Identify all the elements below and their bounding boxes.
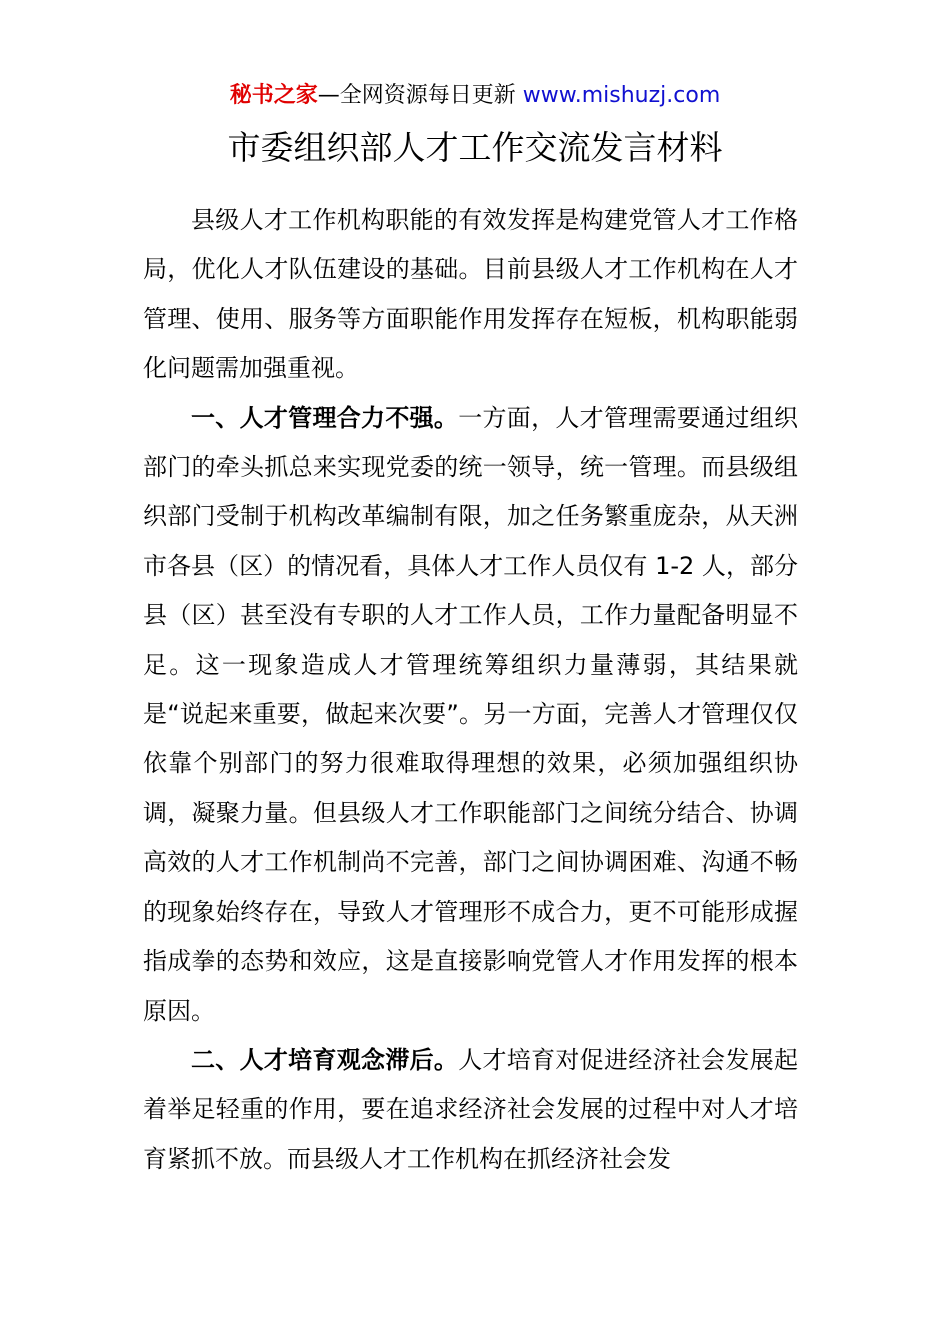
- paragraph-intro: [143, 196, 798, 394]
- paragraph-text: 县级人才工作机构职能的有效发挥是构建党管人才工作格局，优化人才队伍建设的基础。目前县级人才工作机构在人才管理、使用、服务等方面职能作用发挥存在短板，机构职能弱化问题需加强重视。: [143, 206, 798, 383]
- paragraph-heading: 一、人才管理合力不强。: [191, 403, 459, 432]
- paragraph-section-1: [143, 394, 798, 1036]
- paragraph-section-2: [143, 1036, 798, 1184]
- site-header: [0, 80, 950, 112]
- header-tagline: —全网资源每日更新: [317, 83, 516, 108]
- paragraph-text: 人才培育对促进经济社会发展起着举足轻重的作用，要在追求经济社会发展的过程中对人才培育紧抓不放。而县级人才工作机构在抓经济社会发: [143, 1045, 799, 1173]
- site-url-link[interactable]: www.mishuzj.com: [522, 83, 721, 108]
- document-title: 市委组织部人才工作交流发言材料: [227, 128, 723, 167]
- document-body: [143, 196, 798, 1184]
- paragraph-text: 一方面，人才管理需要通过组织部门的牵头抓总来实现党委的统一领导，统一管理。而县级组织部门受制于机构改革编制有限，加之任务繁重庞杂，从天洲市各县（区）的情况看，具体人才工作人员仅有 1-2 人，部分县（区）甚至没有专职的人才工作人员，工作力量配备明显不足。这一现象造成人才管理统筹组织力量薄弱，其结果就是“说起来重要，做起来次要”。另一方面，完善人才管理仅仅依靠个别部门的努力很难取得理想的效果，必须加强组织协调，凝聚力量。但县级人才工作职能部门之间统分结合、协调高效的人才工作机制尚不完善，部门之间协调困难、沟通不畅的现象始终存在，导致人才管理形不成合力，更不可能形成握指成拳的态势和效应，这是直接影响党管人才作用发挥的根本原因。: [143, 403, 799, 1025]
- paragraph-heading: 二、人才培育观念滞后。: [191, 1045, 459, 1074]
- brand-name: 秘书之家: [229, 83, 318, 108]
